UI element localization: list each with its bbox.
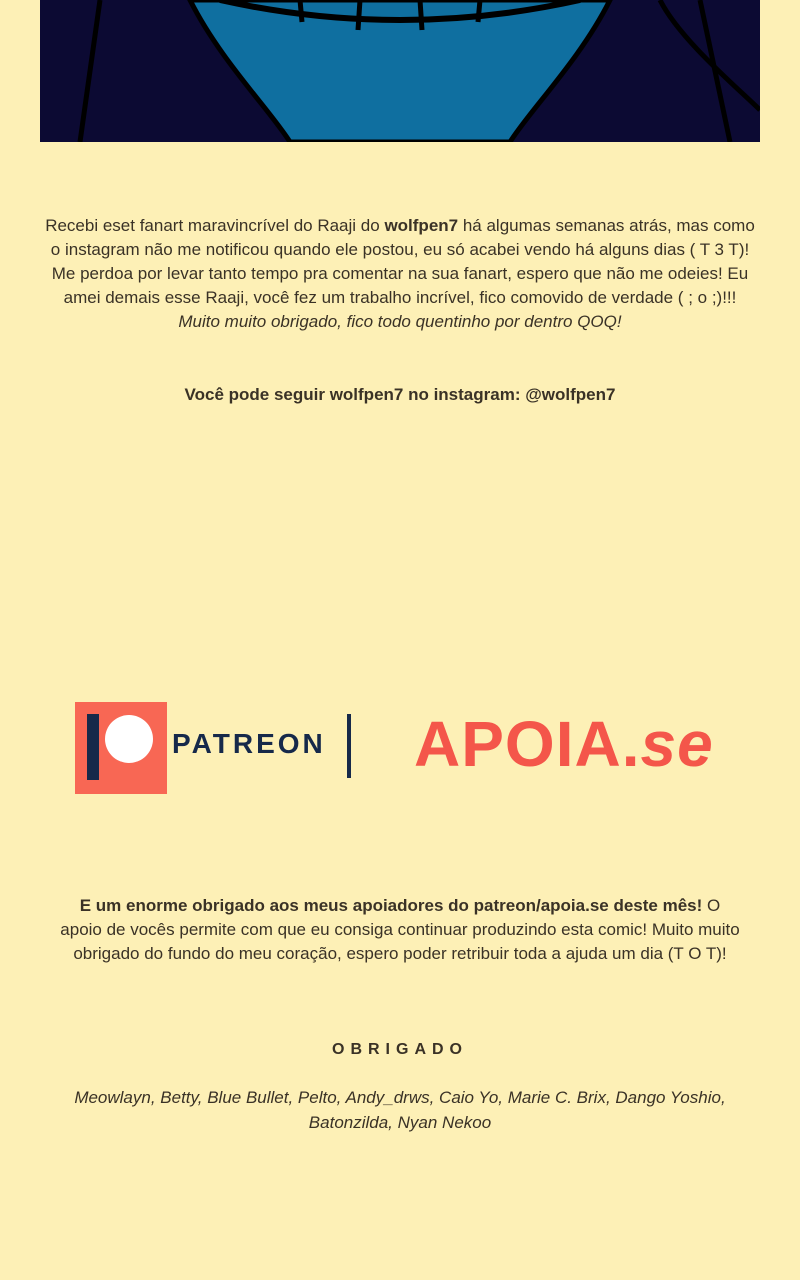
- supporters-thanks-message: [60, 894, 740, 966]
- patreon-logo-icon[interactable]: [75, 702, 167, 794]
- obrigado-heading: OBRIGADO: [332, 1041, 468, 1058]
- artwork-illustration: [40, 0, 760, 142]
- comic-artwork-panel: [40, 0, 760, 142]
- supporters-list: Meowlayn, Betty, Blue Bullet, Pelto, Andy_drws, Caio Yo, Marie C. Brix, Dango Yoshio, Batonzilda, Nyan Nekoo: [74, 1088, 726, 1132]
- apoia-se-logo[interactable]: [414, 708, 714, 780]
- apoia-se-suffix: se: [640, 708, 714, 780]
- instagram-follow-text: Você pode seguir wolfpen7 no instagram: @wolfpen7: [184, 385, 616, 404]
- message-text-part1: Recebi eset fanart maravincrível do Raaji do: [45, 216, 385, 235]
- thanks-rest-text: O apoio de vocês permite com que eu consiga continuar produzindo esta comic! Muito muito obrigado do fundo do meu coração, espero poder retribuir toda a ajuda um dia (T O T)!: [60, 896, 740, 963]
- patreon-logo-circle: [105, 715, 153, 763]
- artist-name: wolfpen7: [384, 216, 459, 235]
- fanart-thanks-message: [40, 214, 760, 334]
- patreon-wordmark[interactable]: PATREON: [172, 728, 326, 759]
- message-text-part2: há algumas semanas atrás, mas como o instagram não me notificou quando ele postou, eu só acabei vendo há alguns dias ( T 3 T)! Me perdoa por levar tanto tempo pra comentar na sua fanart, espero que não me odeies! Eu amei demais esse Raaji, você fez um trabalho incrível, fico comovido de verdade ( ; o ;)!!!: [50, 216, 755, 307]
- thanks-bold-text: E um enorme obrigado aos meus apoiadores do patreon/apoia.se deste mês!: [79, 896, 703, 915]
- patreon-logo-bar: [87, 714, 99, 780]
- apoia-wordmark: APOIA.: [414, 708, 641, 780]
- message-italic-thanks: Muito muito obrigado, fico todo quentinho por dentro QOQ!: [178, 312, 622, 331]
- logo-divider: [347, 714, 351, 778]
